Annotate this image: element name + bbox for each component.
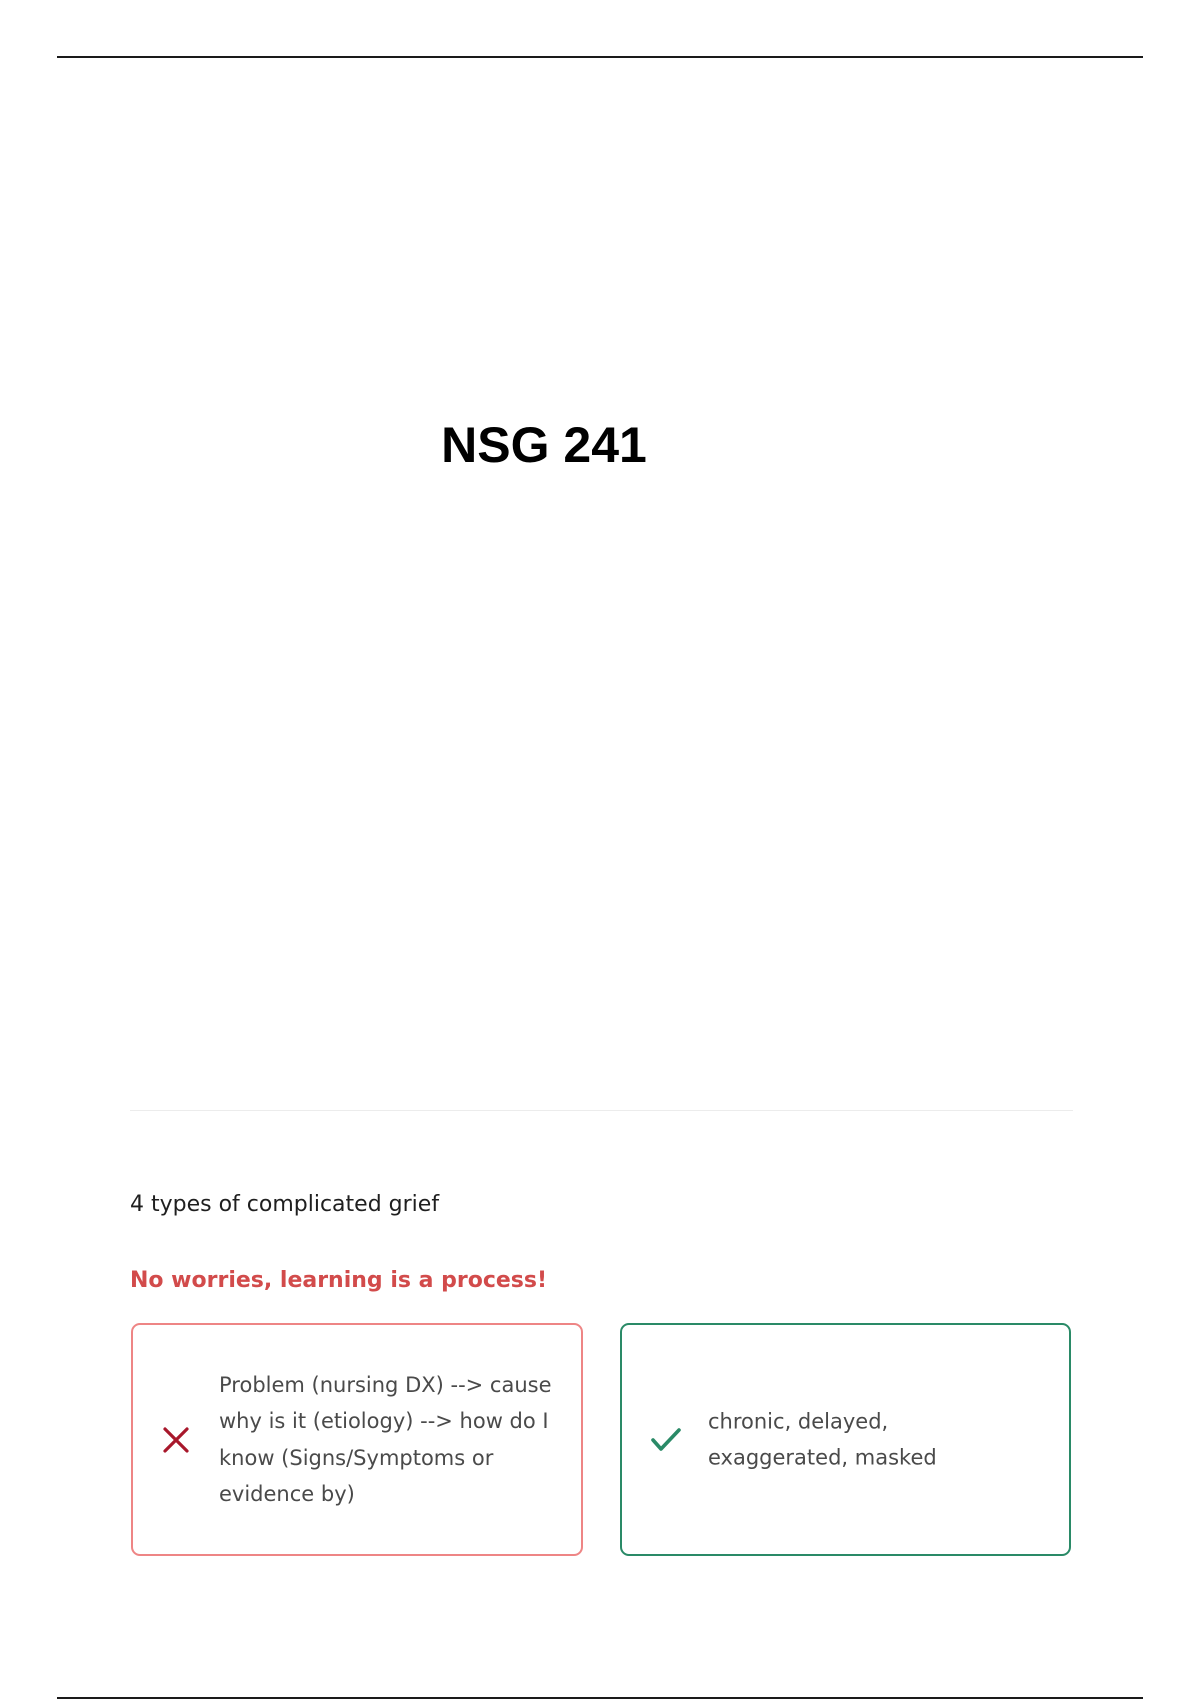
x-icon [161, 1425, 191, 1455]
check-icon [650, 1425, 680, 1455]
feedback-message: No worries, learning is a process! [130, 1268, 548, 1293]
top-rule [57, 56, 1143, 58]
correct-answer-card [620, 1323, 1071, 1556]
wrong-answer-card [131, 1323, 583, 1556]
section-divider [130, 1110, 1073, 1111]
bottom-rule [57, 1697, 1143, 1699]
question-prompt: 4 types of complicated grief [130, 1192, 440, 1217]
wrong-answer-text: Problem (nursing DX) --> cause why is it (etiology) --> how do I know (Signs/Symptoms or evidence by) [219, 1372, 552, 1506]
document-title: NSG 241 [441, 417, 647, 473]
correct-answer-text: chronic, delayed, exaggerated, masked [708, 1409, 937, 1470]
